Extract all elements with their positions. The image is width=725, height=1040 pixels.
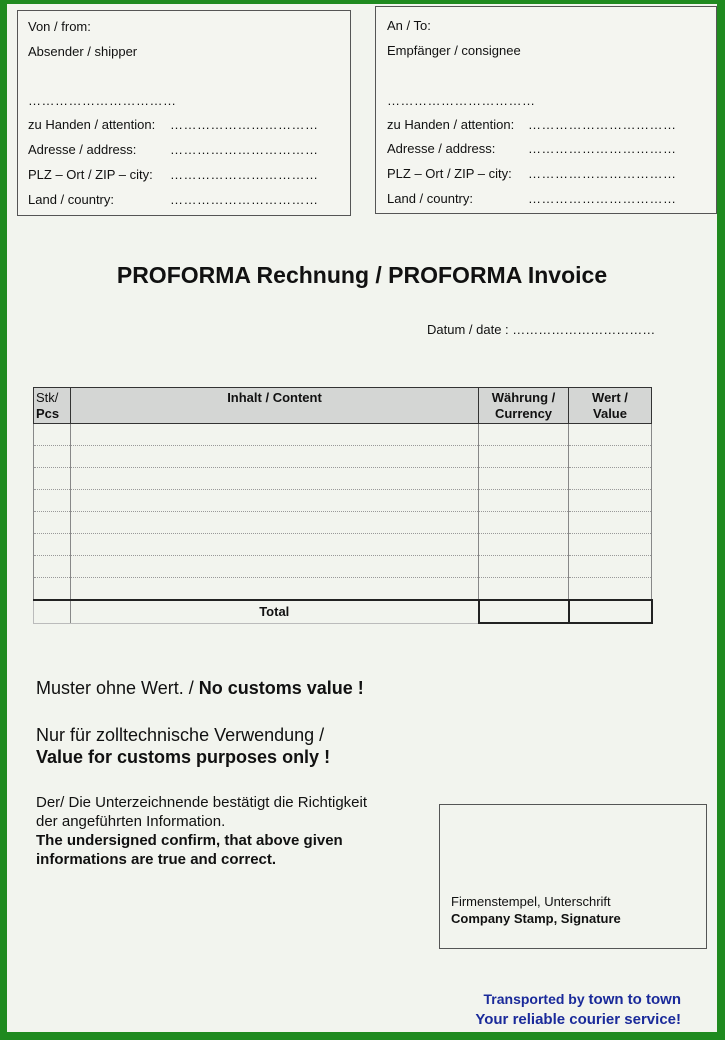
cell-content[interactable] bbox=[71, 490, 479, 512]
table-header-row bbox=[34, 388, 652, 424]
customs-purpose-de: Nur für zolltechnische Verwendung / bbox=[36, 725, 325, 745]
stamp-label-en: Company Stamp, Signature bbox=[451, 911, 621, 926]
recipient-address-field[interactable]: …………………………… bbox=[528, 141, 677, 156]
table-row bbox=[34, 446, 652, 468]
stamp-signature-box[interactable] bbox=[439, 804, 707, 949]
no-customs-value-note bbox=[36, 678, 364, 699]
footer-transported-by: Transported by bbox=[483, 991, 589, 1007]
cell-pcs[interactable] bbox=[34, 556, 71, 578]
confirm-en-line-2: informations are true and correct. bbox=[36, 851, 277, 868]
cell-value[interactable] bbox=[569, 468, 652, 490]
cell-pcs[interactable] bbox=[34, 512, 71, 534]
cell-value[interactable] bbox=[569, 578, 652, 601]
header-pcs bbox=[34, 388, 71, 424]
cell-currency[interactable] bbox=[479, 424, 569, 446]
proforma-invoice-page bbox=[7, 4, 717, 1032]
cell-pcs[interactable] bbox=[34, 446, 71, 468]
cell-content[interactable] bbox=[71, 578, 479, 601]
total-value-cell[interactable] bbox=[569, 600, 652, 623]
cell-value[interactable] bbox=[569, 424, 652, 446]
recipient-attention-field[interactable]: …………………………… bbox=[528, 117, 677, 132]
sender-box bbox=[17, 10, 351, 216]
confirm-de-line-1: Der/ Die Unterzeichnende bestätigt die Richtigkeit bbox=[36, 794, 368, 811]
recipient-name-field[interactable]: …………………………… bbox=[387, 93, 536, 108]
recipient-attention-label: zu Handen / attention: bbox=[387, 117, 515, 132]
cell-content[interactable] bbox=[71, 534, 479, 556]
cell-value[interactable] bbox=[569, 446, 652, 468]
sender-name-field[interactable]: …………………………… bbox=[28, 93, 177, 108]
header-currency-en: Currency bbox=[494, 406, 553, 421]
total-blank-cell bbox=[34, 600, 71, 623]
table-row bbox=[34, 424, 652, 446]
no-value-en: No customs value ! bbox=[198, 678, 364, 698]
recipient-box bbox=[375, 6, 717, 214]
footer-line-1 bbox=[484, 991, 682, 1008]
sender-role: Absender / shipper bbox=[28, 44, 138, 59]
cell-currency[interactable] bbox=[479, 512, 569, 534]
recipient-country-label: Land / country: bbox=[387, 191, 473, 206]
recipient-address-label: Adresse / address: bbox=[387, 141, 496, 156]
recipient-country-field[interactable]: …………………………… bbox=[528, 191, 677, 206]
total-row bbox=[34, 600, 652, 623]
table-row bbox=[34, 556, 652, 578]
cell-content[interactable] bbox=[71, 446, 479, 468]
header-currency-de: Währung / bbox=[491, 390, 556, 405]
cell-value[interactable] bbox=[569, 512, 652, 534]
confirmation-text bbox=[36, 793, 367, 869]
recipient-heading: An / To: bbox=[387, 18, 431, 33]
table-row bbox=[34, 468, 652, 490]
cell-value[interactable] bbox=[569, 534, 652, 556]
table-row bbox=[34, 490, 652, 512]
sender-country-label: Land / country: bbox=[28, 192, 114, 207]
cell-pcs[interactable] bbox=[34, 534, 71, 556]
date-field[interactable]: …………………………… bbox=[512, 322, 656, 337]
header-value-en: Value bbox=[593, 406, 627, 421]
sender-city-label: PLZ – Ort / ZIP – city: bbox=[28, 167, 153, 182]
stamp-label-de: Firmenstempel, Unterschrift bbox=[451, 894, 611, 909]
total-currency-cell[interactable] bbox=[479, 600, 569, 623]
cell-currency[interactable] bbox=[479, 468, 569, 490]
table-row bbox=[34, 512, 652, 534]
table-row bbox=[34, 534, 652, 556]
cell-currency[interactable] bbox=[479, 556, 569, 578]
sender-address-label: Adresse / address: bbox=[28, 142, 137, 157]
header-value-de: Wert / bbox=[592, 390, 628, 405]
sender-attention-field[interactable]: …………………………… bbox=[170, 117, 319, 132]
date-line bbox=[427, 322, 655, 337]
cell-pcs[interactable] bbox=[34, 490, 71, 512]
cell-currency[interactable] bbox=[479, 578, 569, 601]
items-table bbox=[33, 387, 653, 624]
sender-city-field[interactable]: …………………………… bbox=[170, 167, 319, 182]
footer-brand: town to town bbox=[588, 991, 681, 1008]
total-label: Total bbox=[71, 600, 479, 623]
footer-tagline: Your reliable courier service! bbox=[475, 1011, 681, 1028]
confirm-en-line-1: The undersigned confirm, that above given bbox=[36, 832, 343, 849]
stamp-label bbox=[451, 893, 621, 927]
document-title: PROFORMA Rechnung / PROFORMA Invoice bbox=[116, 262, 608, 288]
cell-content[interactable] bbox=[71, 556, 479, 578]
sender-heading: Von / from: bbox=[28, 19, 91, 34]
recipient-city-field[interactable]: …………………………… bbox=[528, 166, 677, 181]
recipient-city-label: PLZ – Ort / ZIP – city: bbox=[387, 166, 512, 181]
sender-country-field[interactable]: …………………………… bbox=[170, 192, 319, 207]
sender-address-field[interactable]: …………………………… bbox=[170, 142, 319, 157]
cell-pcs[interactable] bbox=[34, 424, 71, 446]
cell-content[interactable] bbox=[71, 424, 479, 446]
cell-currency[interactable] bbox=[479, 446, 569, 468]
recipient-role: Empfänger / consignee bbox=[387, 43, 521, 58]
cell-content[interactable] bbox=[71, 512, 479, 534]
header-value bbox=[569, 388, 652, 424]
date-label: Datum / date : bbox=[427, 322, 509, 337]
header-pcs-de: Stk/ bbox=[36, 390, 59, 405]
no-value-de: Muster ohne Wert. / bbox=[36, 678, 199, 698]
confirm-de-line-2: der angeführten Information. bbox=[36, 813, 226, 830]
sender-attention-label: zu Handen / attention: bbox=[28, 117, 156, 132]
cell-value[interactable] bbox=[569, 490, 652, 512]
header-currency bbox=[479, 388, 569, 424]
cell-value[interactable] bbox=[569, 556, 652, 578]
customs-purpose-en: Value for customs purposes only ! bbox=[36, 747, 331, 767]
cell-content[interactable] bbox=[71, 468, 479, 490]
cell-pcs[interactable] bbox=[34, 468, 71, 490]
header-content: Inhalt / Content bbox=[71, 388, 479, 424]
cell-currency[interactable] bbox=[479, 490, 569, 512]
cell-pcs[interactable] bbox=[34, 578, 71, 601]
header-pcs-en: Pcs bbox=[36, 406, 60, 421]
cell-currency[interactable] bbox=[479, 534, 569, 556]
table-row bbox=[34, 578, 652, 601]
